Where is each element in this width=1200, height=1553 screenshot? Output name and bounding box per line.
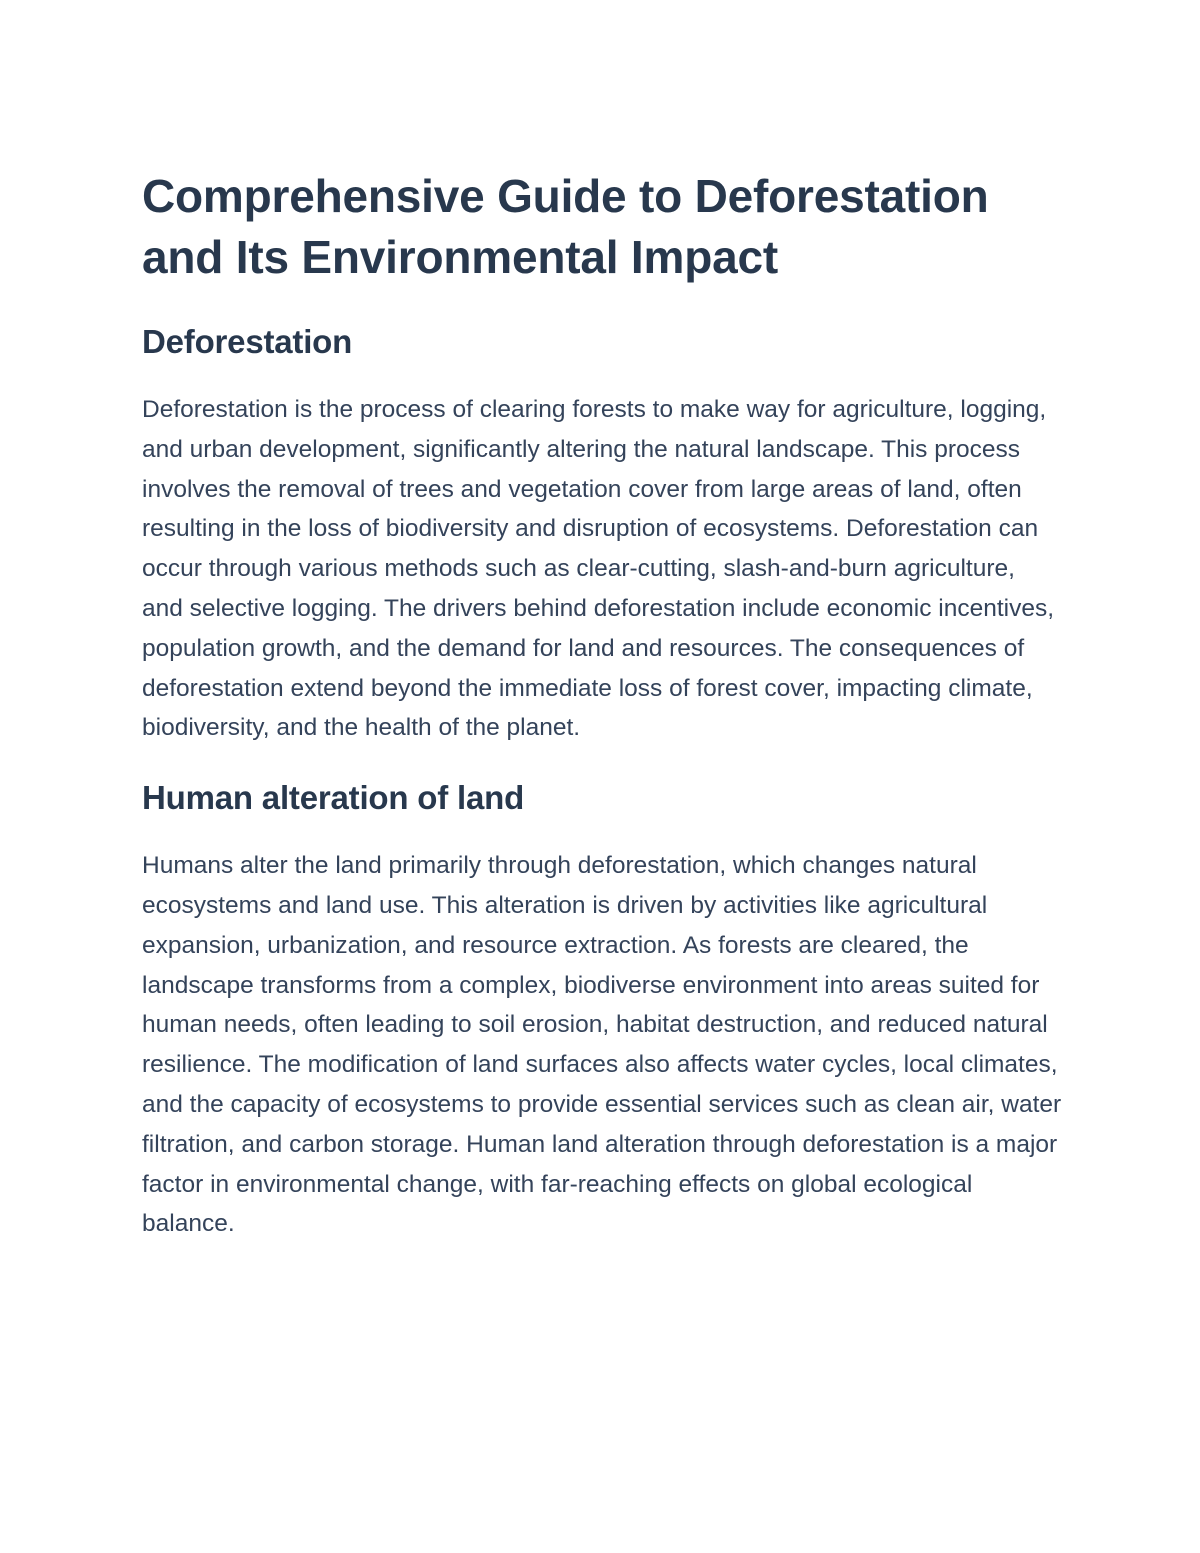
section-heading-deforestation: Deforestation (142, 323, 353, 360)
document-title: Comprehensive Guide to Deforestation and Its Environmental Impact (142, 170, 989, 283)
section-body-deforestation: Deforestation is the process of clearing forests to make way for agriculture, logging, and urban development, significantly altering the natural landscape. This process involves the removal of trees and vegetation cover from large areas of land, often resulting in the loss of biodiversity and disruption of ecosystems. Deforestation can occur through various methods such as clear-cutting, slash-and-burn agriculture, and selective logging. The drivers behind deforestation include economic incentives, population growth, and the demand for land and resources. The consequences of deforestation extend beyond the immediate loss of forest cover, impacting climate, biodiversity, and the health of the planet. (142, 396, 1055, 742)
document-page (142, 166, 1062, 1244)
section-heading-human-alteration-of-land: Human alteration of land (142, 779, 525, 817)
section-human-alteration-of-land (142, 776, 1062, 1244)
section-body-human-alteration-of-land: Humans alter the land primarily through deforestation, which changes natural ecosystems and land use. This alteration is driven by activities like agricultural expansion, urbanization, and resource extraction. As forests are cleared, the landscape transforms from a complex, biodiverse environment into areas suited for human needs, often leading to soil erosion, habitat destruction, and reduced natural resilience. The modification of land surfaces also affects water cycles, local climates, and the capacity of ecosystems to provide essential services such as clean air, water filtration, and carbon storage. Human land alteration through deforestation is a major factor in environmental change, with far-reaching effects on global ecological balance. (142, 852, 1062, 1238)
section-deforestation (142, 320, 1062, 748)
